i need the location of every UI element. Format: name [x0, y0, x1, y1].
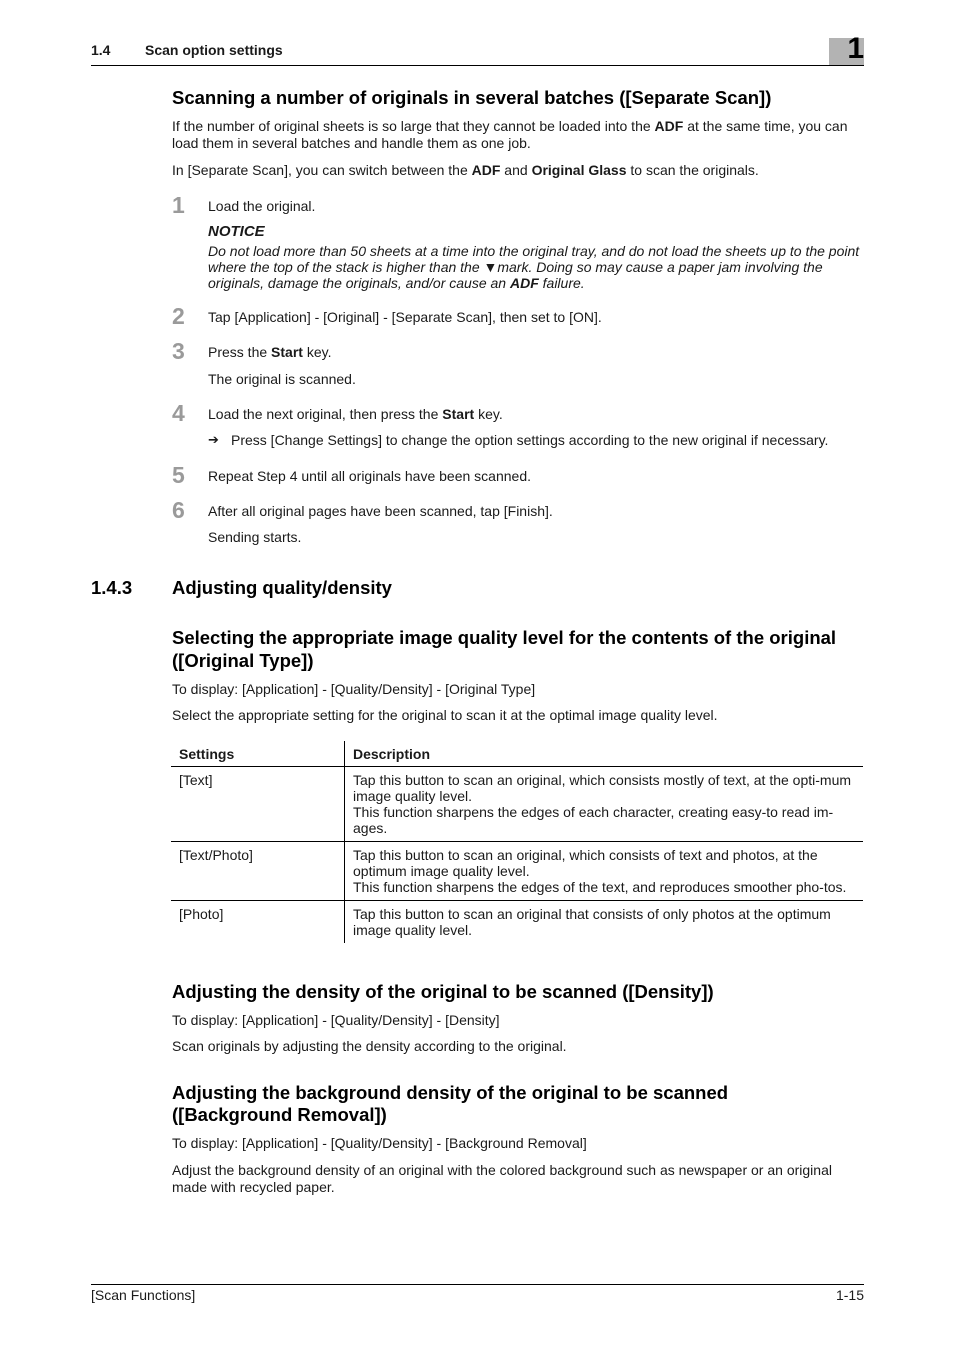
step-number-4: 4 — [172, 400, 185, 426]
footer-rule — [91, 1284, 864, 1285]
header-rule — [91, 65, 864, 66]
table-cell-description: Tap this button to scan an original that consists of only photos at the optimum image quality level. — [353, 906, 831, 938]
separate-scan-intro-2: In [Separate Scan], you can switch between the ADF and Original Glass to scan the originals. — [172, 162, 759, 178]
table-cell-setting: [Text/Photo] — [171, 842, 345, 901]
footer-page-number: 1-15 — [835, 1287, 864, 1303]
table-header-row — [171, 741, 863, 767]
table-row — [171, 901, 863, 944]
density-heading: Adjusting the density of the original to be scanned ([Density]) — [172, 981, 714, 1002]
background-heading-2: ([Background Removal]) — [172, 1104, 387, 1125]
step-text-5: Repeat Step 4 until all originals have been scanned. — [208, 468, 531, 484]
header-section-title: Scan option settings — [145, 42, 283, 58]
table-row — [171, 767, 863, 842]
step-number-5: 5 — [172, 462, 185, 488]
original-type-description: Select the appropriate setting for the original to scan it at the optimal image quality level. — [172, 707, 718, 723]
table-cell-setting: [Photo] — [171, 901, 345, 944]
notice-body: Do not load more than 50 sheets at a time into the original tray, and do not load the sheets up to the point where the top of the stack is higher than the ▼mark. Doing so may cause a paper jam involving the originals, damage the originals, and/or cause an ADF failure. — [208, 243, 860, 291]
step-result-3: The original is scanned. — [208, 371, 356, 387]
separate-scan-intro-1: If the number of original sheets is so large that they cannot be loaded into the ADF at the same time, you can load them in several batches and handle them as one job. — [172, 118, 848, 151]
step-text-4: Load the next original, then press the Start key. — [208, 406, 503, 422]
step-text-6: After all original pages have been scanned, tap [Finish]. — [208, 503, 553, 519]
table-cell-description: Tap this button to scan an original, which consists of text and photos, at the optimum image quality level. This function sharpens the edges of the text, and reproduces smoother pho-tos. — [345, 842, 864, 901]
separate-scan-heading: Scanning a number of originals in several batches ([Separate Scan]) — [172, 87, 772, 108]
notice-title: NOTICE — [208, 223, 265, 240]
table-header-settings: Settings — [171, 741, 345, 767]
step-number-2: 2 — [172, 303, 185, 329]
step-number-6: 6 — [172, 497, 185, 523]
header-section-number: 1.4 — [91, 42, 111, 58]
background-display-path: To display: [Application] - [Quality/Density] - [Background Removal] — [172, 1135, 587, 1151]
original-type-table — [171, 741, 863, 943]
original-type-heading-2: ([Original Type]) — [172, 650, 314, 671]
step-number-1: 1 — [172, 192, 185, 218]
table-row — [171, 842, 863, 901]
footer-manual-title: [Scan Functions] — [91, 1287, 196, 1303]
arrow-icon: ➔ — [208, 432, 219, 447]
table-cell-setting: [Text] — [171, 767, 345, 842]
step-text-1: Load the original. — [208, 198, 316, 214]
table-cell-description: Tap this button to scan an original, which consists mostly of text, at the opti-mum image quality level. This function sharpens the edges of each character, creating easy-to read im-ages. — [345, 767, 864, 842]
density-display-path: To display: [Application] - [Quality/Density] - [Density] — [172, 1012, 500, 1028]
step-sub-4: Press [Change Settings] to change the option settings according to the new original if necessary. — [231, 432, 829, 448]
step-text-2: Tap [Application] - [Original] - [Separate Scan], then set to [ON]. — [208, 309, 602, 325]
section-title: Adjusting quality/density — [172, 577, 392, 598]
step-result-6: Sending starts. — [208, 529, 302, 545]
density-description: Scan originals by adjusting the density according to the original. — [172, 1038, 567, 1054]
background-description: Adjust the background density of an original with the colored background such as newspaper or an original made with recycled paper. — [172, 1162, 832, 1195]
chapter-number: 1 — [847, 32, 864, 65]
step-text-3: Press the Start key. — [208, 344, 332, 360]
background-heading-1: Adjusting the background density of the original to be scanned — [172, 1082, 729, 1103]
table-header-description: Description — [345, 741, 864, 767]
original-type-heading-1: Selecting the appropriate image quality level for the contents of the original — [172, 627, 837, 648]
section-number: 1.4.3 — [91, 577, 133, 598]
original-type-display-path: To display: [Application] - [Quality/Density] - [Original Type] — [172, 681, 536, 697]
step-number-3: 3 — [172, 338, 185, 364]
